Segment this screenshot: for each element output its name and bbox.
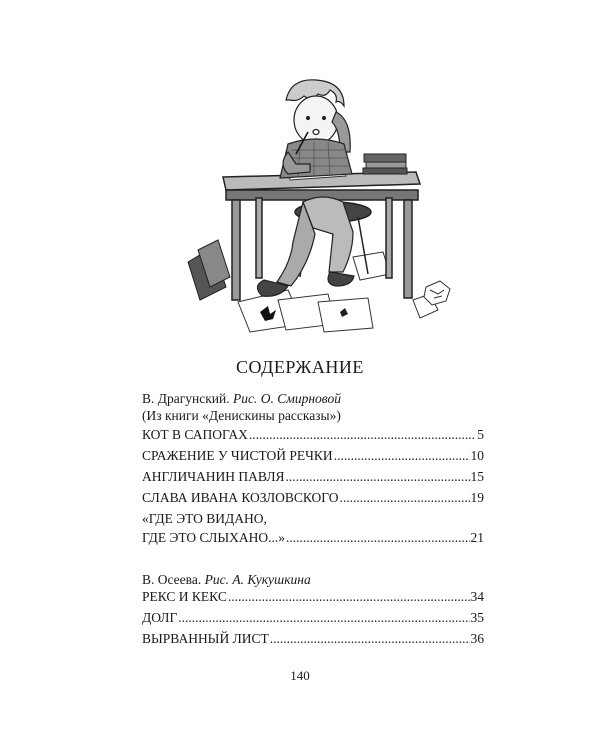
toc-entry-page: 19 bbox=[470, 490, 484, 505]
toc-entry[interactable] bbox=[142, 426, 484, 443]
toc-entry-title: ДОЛГ bbox=[142, 610, 178, 625]
toc-entry-title: КОТ В САПОГАХ bbox=[142, 427, 248, 442]
desk-books bbox=[363, 154, 407, 174]
section-author: В. Драгунский. bbox=[142, 391, 230, 406]
toc-entry[interactable] bbox=[142, 609, 484, 626]
toc-entry[interactable] bbox=[142, 468, 484, 485]
toc-section-dragunsky bbox=[142, 390, 484, 546]
toc-entry[interactable] bbox=[142, 489, 484, 506]
toc-entry-page: 10 bbox=[470, 448, 484, 463]
toc-leader bbox=[286, 529, 469, 546]
toc-leader bbox=[340, 489, 470, 506]
toc-entry-title: СЛАВА ИВАНА КОЗЛОВСКОГО bbox=[142, 490, 339, 505]
toc-leader bbox=[334, 447, 470, 464]
toc-entry[interactable] bbox=[142, 630, 484, 647]
toc-entry-page: 21 bbox=[470, 530, 484, 545]
toc-entry-page: 5 bbox=[477, 427, 484, 442]
toc-entry-title-line1: «ГДЕ ЭТО ВИДАНО, bbox=[142, 511, 267, 526]
page-title: СОДЕРЖАНИЕ bbox=[236, 357, 364, 377]
section-author-line bbox=[142, 390, 484, 407]
boy-at-desk-illustration bbox=[168, 62, 458, 342]
toc-entry-title: АНГЛИЧАНИН ПАВЛЯ bbox=[142, 469, 285, 484]
toc-entry-title: ВЫРВАННЫЙ ЛИСТ bbox=[142, 631, 269, 646]
crumpled-paper bbox=[424, 281, 450, 305]
toc-entry-title-line2: ГДЕ ЭТО СЛЫХАНО...» bbox=[142, 530, 286, 545]
toc-entry-page: 35 bbox=[470, 610, 484, 625]
section-source: (Из книги «Денискины рассказы») bbox=[142, 408, 341, 423]
toc-leader bbox=[270, 630, 470, 647]
toc-entry-title: СРАЖЕНИЕ У ЧИСТОЙ РЕЧКИ bbox=[142, 448, 333, 463]
toc-entry-page: 36 bbox=[470, 631, 484, 646]
toc-leader bbox=[286, 468, 470, 485]
desk bbox=[223, 172, 420, 300]
section-author-line bbox=[142, 571, 484, 588]
section-illustrator: Рис. А. Кукушкина bbox=[204, 572, 311, 587]
page-number: 140 bbox=[290, 668, 310, 683]
toc-entry-page: 34 bbox=[470, 589, 484, 604]
toc-entry[interactable] bbox=[142, 447, 484, 464]
section-author: В. Осеева. bbox=[142, 572, 202, 587]
toc-leader bbox=[249, 426, 476, 443]
floor-books bbox=[188, 240, 230, 300]
toc-entry-title: РЕКС И КЕКС bbox=[142, 589, 227, 604]
toc-leader bbox=[178, 609, 469, 626]
toc-entry-multiline[interactable] bbox=[142, 510, 484, 546]
toc-section-oseeva bbox=[142, 571, 484, 647]
toc-leader bbox=[228, 588, 470, 605]
toc-entry[interactable] bbox=[142, 588, 484, 605]
toc-entry-page: 15 bbox=[470, 469, 484, 484]
section-illustrator: Рис. О. Смирновой bbox=[232, 391, 341, 406]
